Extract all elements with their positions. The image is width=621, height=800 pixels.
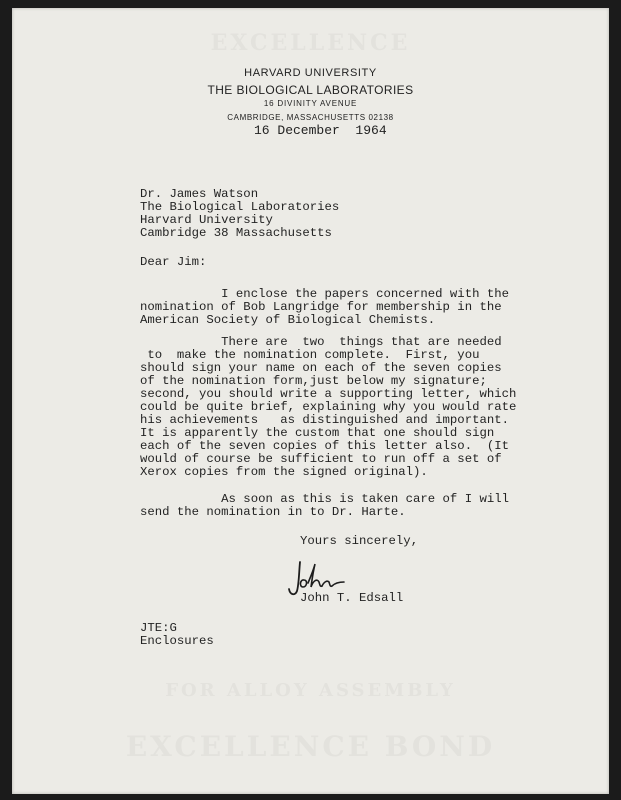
- letter-date: 16 December 1964: [254, 123, 387, 138]
- text-line: would of course be sufficient to run off a set of: [140, 452, 502, 466]
- closing: Yours sincerely,: [300, 534, 419, 548]
- bleed-through-top: EXCELLENCE: [210, 30, 411, 56]
- recipient-line: Cambridge 38 Massachusetts: [140, 226, 332, 240]
- text-line: second, you should write a supporting letter, which: [140, 387, 517, 401]
- letterhead-city: CAMBRIDGE, MASSACHUSETTS 02138: [227, 113, 394, 122]
- recipient-address: [140, 188, 339, 240]
- recipient-line: The Biological Laboratories: [140, 200, 340, 214]
- text-line: should sign your name on each of the seven copies: [140, 361, 502, 375]
- letter-page: [12, 8, 609, 794]
- text-line: his achievements as distinguished and important.: [140, 413, 509, 427]
- signer-name: John T. Edsall: [300, 591, 404, 605]
- text-line: of the nomination form,just below my signature;: [140, 374, 487, 388]
- recipient-line: Dr. James Watson: [140, 187, 259, 201]
- text-line: nomination of Bob Langridge for membership in the: [140, 300, 502, 314]
- letterhead-institution: HARVARD UNIVERSITY: [244, 67, 377, 79]
- typist-initials: JTE:G: [140, 621, 177, 635]
- text-line: As soon as this is taken care of I will: [140, 492, 509, 506]
- text-line: each of the seven copies of this letter also. (It: [140, 439, 509, 453]
- text-line: There are two things that are needed: [140, 335, 502, 349]
- body-paragraph-1: [140, 288, 509, 327]
- bleed-through-bottom-1: FOR ALLOY ASSEMBLY: [165, 680, 456, 701]
- body-paragraph-3: [140, 493, 509, 519]
- bleed-through-bottom-2: EXCELLENCE BOND: [125, 730, 496, 763]
- enclosures-note: Enclosures: [140, 634, 214, 648]
- text-line: Xerox copies from the signed original).: [140, 465, 428, 479]
- letterhead-street: 16 DIVINITY AVENUE: [263, 99, 358, 108]
- text-line: send the nomination in to Dr. Harte.: [140, 505, 406, 519]
- text-line: I enclose the papers concerned with the: [140, 287, 509, 301]
- text-line: It is apparently the custom that one should sign: [140, 426, 495, 440]
- text-line: could be quite brief, explaining why you would rate: [140, 400, 517, 414]
- text-line: to make the nomination complete. First, you: [140, 348, 480, 362]
- salutation: Dear Jim:: [140, 255, 207, 269]
- body-paragraph-2: [140, 336, 516, 479]
- recipient-line: Harvard University: [140, 213, 273, 227]
- text-line: American Society of Biological Chemists.: [140, 313, 436, 327]
- letterhead-department: THE BIOLOGICAL LABORATORIES: [207, 83, 414, 97]
